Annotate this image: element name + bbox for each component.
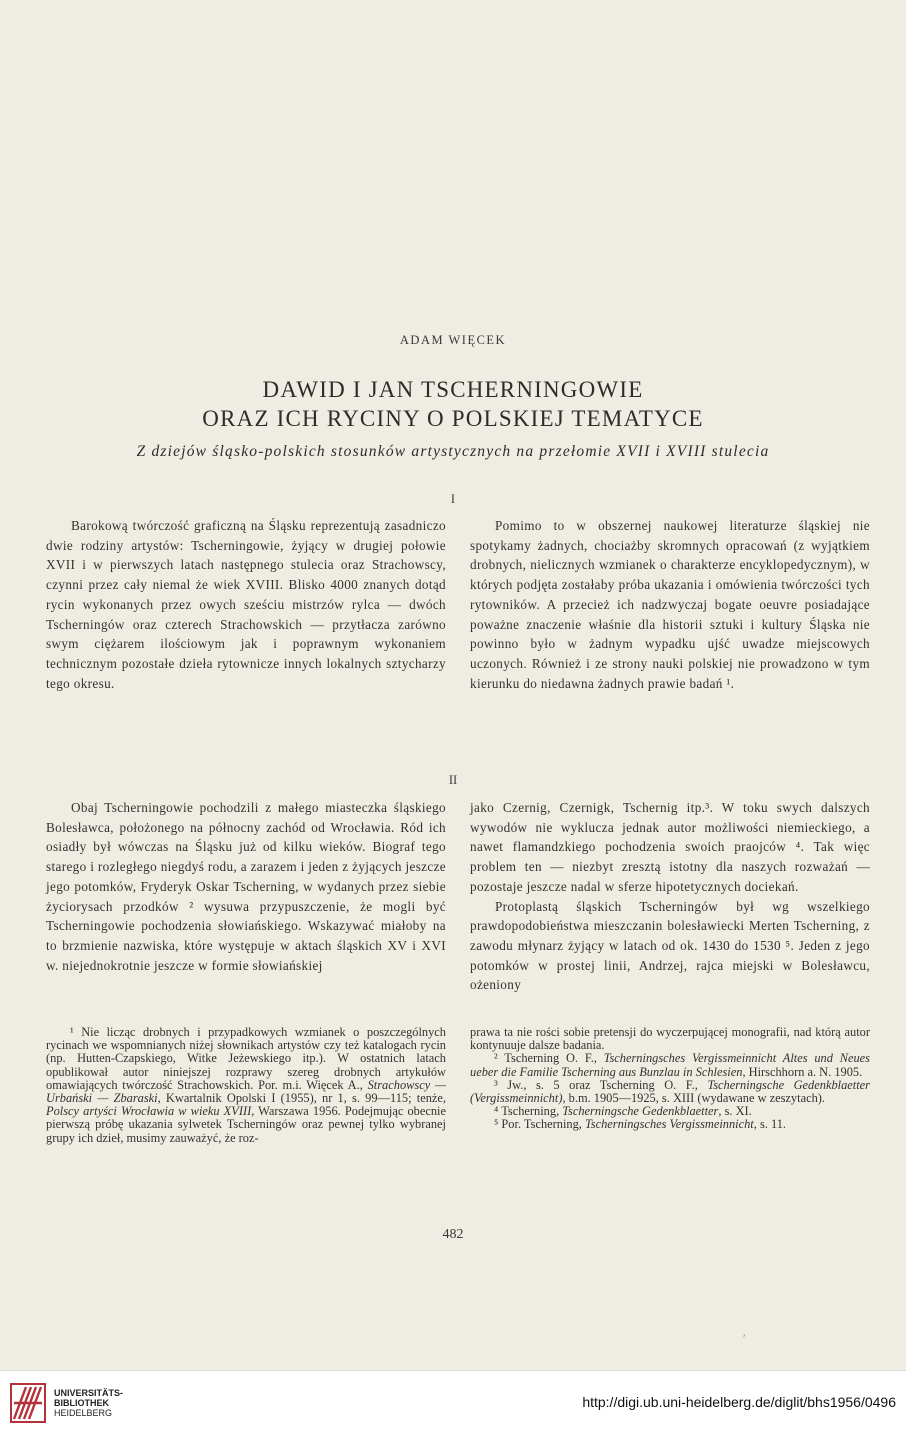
paragraph: Barokową twórczość graficzną na Śląsku reprezentują zasadniczo dwie rodziny artystów: Tscherningowie, żyjący w drugiej połowie XVII i w pierwszych latach następnego stulecia oraz Strachowscy, czynni przez cały niemal że wiek XVIII. Blisko 4000 znanych dotąd rycin wykonanych przez owych sześciu mistrzów rylca — dwóch Tscherningów oraz czterech Strachowskich — przytłacza zarówno swym ciężarem ilościowym jak i poprawnym wykonaniem technicznym pozostałe dzieła rytownicze innych lokalnych sztycharzy tego okresu.	[46, 518, 446, 691]
scan-mark: ′	[743, 1331, 746, 1345]
title-line-2: ORAZ ICH RYCINY O POLSKIEJ TEMATYCE	[202, 406, 704, 431]
section-number-1: I	[450, 492, 456, 506]
author-name: ADAM WIĘCEK	[399, 333, 507, 347]
section2-right-column	[470, 798, 870, 995]
viewer-footer	[0, 1370, 906, 1437]
library-name: UNIVERSITÄTS- BIBLIOTHEK HEIDELBERG	[54, 1388, 124, 1418]
title-line-1: DAWID I JAN TSCHERNINGOWIE	[262, 377, 644, 402]
footnote-4: ⁴ Tscherning, Tscherningsche Gedenkblaetter, s. XI.	[494, 1104, 752, 1119]
page-number: 482	[442, 1227, 464, 1242]
footnote-5: ⁵ Por. Tscherning, Tscherningsches Vergissmeinnicht, s. 11.	[494, 1117, 787, 1132]
article-subtitle: Z dziejów śląsko-polskich stosunków artystycznych na przełomie XVII i XVIII stulecia	[136, 443, 770, 460]
footnote-3: ³ Jw., s. 5 oraz Tscherning O. F., Tscherningsche Gedenkblaetter (Vergissmeinnicht), b.m. 1905—1925, s. XIII (wydawane w zeszytach).	[470, 1077, 870, 1106]
footnote-1-continued: prawa ta nie rości sobie pretensji do wyczerpującej monografii, nad którą autor kontynuuje dalsze badania.	[470, 1025, 870, 1053]
section-number-2: II	[448, 773, 458, 787]
paragraph: Obaj Tscherningowie pochodzili z małego miasteczka śląskiego Bolesławca, położonego na północny zachód od Wrocławia. Ród ich osiadły był wówczas na Śląsku już od kilku wieków. Biograf tego starego i rozległego niegdyś rodu, a zarazem i jeden z żyjących jeszcze jego potomków, Fryderyk Oskar Tscherning, w wydanych przez siebie życiorysach przodków ² wysuwa przypuszczenie, że mogli być Tscherningowie pochodzenia słowiańskiego. Wskazywać miałoby na to brzmienie nazwiska, które występuje w aktach śląskich XV i XVI w. niejednokrotnie jeszcze w formie słowiańskiej	[46, 800, 446, 973]
article-title	[0, 375, 906, 433]
section2-left-column	[46, 798, 446, 975]
paragraph: Protoplastą śląskich Tscherningów był wg wszelkiego prawdopodobieństwa mieszczanin bolesławiecki Merten Tscherning, z zawodu młynarz żyjący w latach od ok. 1430 do 1530 ⁵. Jeden z jego potomków w prostej linii, Andrzej, rajca miejski w Bolesławcu, ożeniony	[470, 898, 870, 993]
footnotes-right	[470, 1026, 870, 1132]
footnotes-left	[46, 1026, 446, 1145]
library-logo-icon[interactable]	[10, 1383, 46, 1423]
paragraph: Pomimo to w obszernej naukowej literaturze śląskiej nie spotykamy żadnych, chociażby skromnych opracowań (z wyjątkiem drobnych, nielicznych wzmianek o charakterze encyklopedycznym), w których podjęta zostałaby próba ukazania i omówienia twórczości tych rytowników. A przecież ich nadzwyczaj bogate oeuvre posiadające poważne znaczenie właśnie dla historii sztuki i kultury Śląska nie powinno było w żadnym wypadku ujść uwadze miejscowych uczonych. Również i ze strony nauki polskiej nie prowadzono w tym kierunku do niedawna żadnych prawie badań ¹.	[470, 518, 870, 691]
paragraph: jako Czernig, Czernigk, Tschernig itp.³. W toku swych dalszych wywodów nie wyklucza jednak autor możliwości niemieckiego, a nawet flamandzkiego pochodzenia swoich praojców ⁴. Tak więc problem ten — niezbyt zresztą istotny dla naszych rozważań — pozostaje jeszcze nadal w sferze hipotetycznych dociekań.	[470, 800, 870, 894]
footnote-1: ¹ Nie licząc drobnych i przypadkowych wzmianek o poszczególnych rycinach we wspomnianych niżej słownikach artystów czy też katalogach rycin (np. Hutten-Czapskiego, Witke Jeżewskiego itp.). W ostatnich latach opublikował autor niniejszej rozprawy szereg drobnych artykułów omawiających twórczość Strachowskich. Por. m.i. Więcek A., Strachowscy — Urbański — Zbaraski, Kwartalnik Opolski I (1955), nr 1, s. 99—115; tenże, Polscy artyści Wrocławia w wieku XVIII, Warszawa 1956. Podejmując obecnie pierwszą próbę ukazania sylwetek Tscherningów oraz pewnej tylko wybranej grupy ich dzieł, musimy zauważyć, że roz-	[46, 1025, 447, 1145]
section1-right-column	[470, 516, 870, 693]
document-url[interactable]: http://digi.ub.uni-heidelberg.de/diglit/bhs1956/0496	[582, 1394, 896, 1410]
footnote-2: ² Tscherning O. F., Tscherningsches Vergissmeinnicht Altes und Neues ueber die Familie Tscherning aus Bunzlau in Schlesien, Hirschhorn a. N. 1905.	[470, 1051, 870, 1079]
section1-left-column	[46, 516, 446, 693]
